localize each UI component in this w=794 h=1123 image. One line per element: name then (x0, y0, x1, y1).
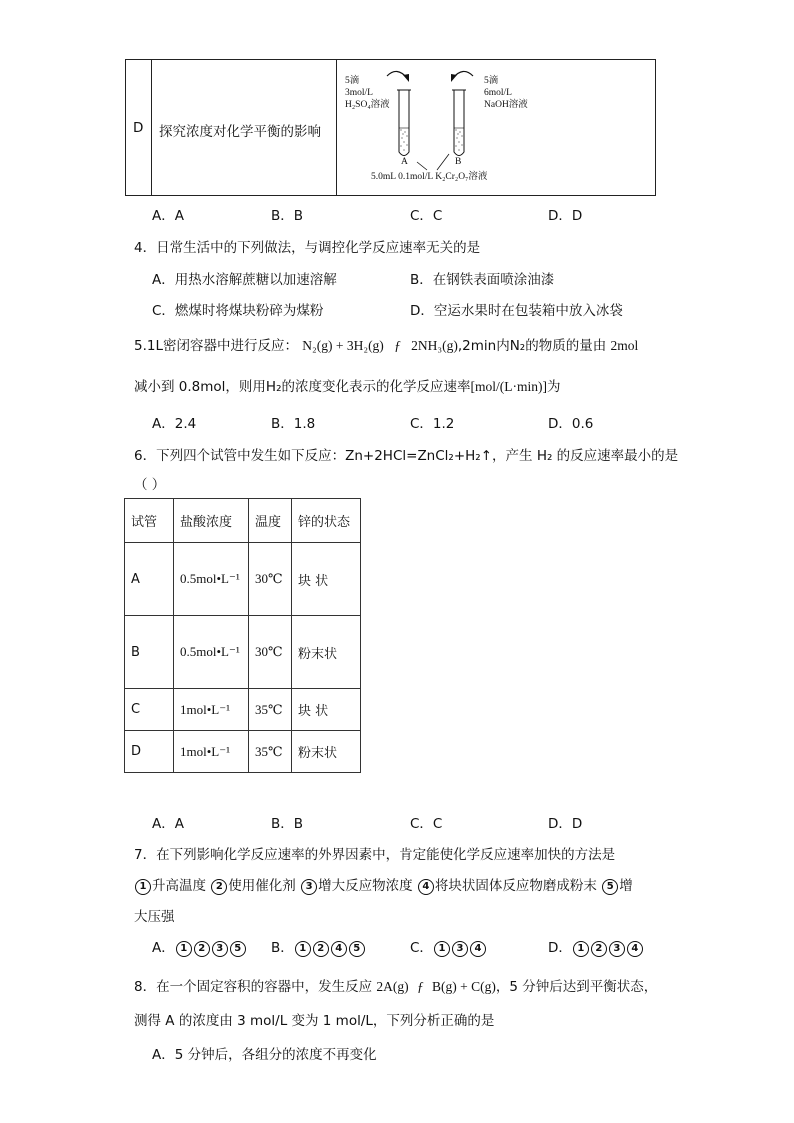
circled-number: 4 (627, 941, 643, 957)
circled-number: 5 (349, 941, 365, 957)
q8-option-a[interactable]: A．5 分钟后，各组分的浓度不再变化 (152, 1047, 377, 1063)
cell-state: 粉末状 (292, 731, 361, 773)
q3-row-desc: 探究浓度对化学平衡的影响 (159, 124, 321, 140)
cell-conc: 0.5mol•L⁻¹ (174, 543, 249, 616)
q8-eq-arrow: ƒ (416, 979, 424, 994)
cell-conc: 0.5mol•L⁻¹ (174, 616, 249, 689)
circled-number: 2 (211, 879, 227, 895)
left-arrow (387, 71, 407, 78)
q7-option-a[interactable] (152, 936, 247, 957)
option-letter: B． (271, 940, 294, 956)
q5-option-c[interactable]: C．1.2 (410, 416, 455, 432)
q3-option-b[interactable]: B．B (271, 208, 304, 224)
circled-number: 1 (135, 879, 151, 895)
right-arrow (453, 71, 473, 78)
table-row (125, 731, 361, 773)
cell-tube: D (125, 731, 174, 773)
q5-eq-right: 2NH₃(g) (411, 338, 458, 353)
q6-paren: （ ） (134, 477, 166, 493)
cell-state: 粉末状 (292, 616, 361, 689)
circled-number: 1 (176, 941, 192, 957)
q6-option-c[interactable]: C．C (410, 816, 443, 832)
q3-option-d[interactable]: D．D (548, 208, 583, 224)
q5-eq-arrow: ƒ (394, 338, 401, 353)
q7-item-3: 增大反应物浓度 (318, 878, 413, 894)
circled-number: 2 (591, 941, 607, 957)
circled-number: 3 (212, 941, 228, 957)
q7-item-4: 将块状固体反应物磨成粉末 (434, 878, 597, 894)
circled-number: 1 (434, 941, 450, 957)
q6-stem-eq: Zn+2HCl=ZnCl₂+H₂↑ (345, 448, 493, 464)
test-tube-figure (337, 62, 653, 194)
cell-temp: 30℃ (249, 616, 292, 689)
circled-number: 2 (194, 941, 210, 957)
q3-option-a[interactable]: A．A (152, 208, 184, 224)
circled-number: 2 (313, 941, 329, 957)
circled-number: 5 (230, 941, 246, 957)
q3-option-c[interactable]: C．C (410, 208, 443, 224)
cell-state: 块 状 (292, 689, 361, 731)
option-letter: A． (152, 940, 175, 956)
col-header-tube: 试管 (125, 499, 174, 543)
q4-stem: 4．日常生活中的下列做法，与调控化学反应速率无关的是 (134, 240, 481, 256)
tube-b (452, 90, 466, 156)
circled-number: 4 (418, 879, 434, 895)
q7-items (134, 874, 633, 895)
col-header-state: 锌的状态 (292, 499, 361, 543)
table-header-row (125, 499, 361, 543)
q8-stem-a: 8．在一个固定容积的容器中，发生反应 (134, 979, 373, 995)
q7-cont: 大压强 (134, 909, 175, 925)
table-row (125, 543, 361, 616)
q5-option-b[interactable]: B．1.8 (271, 416, 316, 432)
q7-item-5: 增 (619, 878, 633, 894)
q5-line2-unit: [mol/(L·min)] (470, 379, 547, 394)
q4-option-a[interactable]: A．用热水溶解蔗糖以加速溶解 (152, 272, 337, 288)
circled-number: 5 (602, 879, 618, 895)
left-drops: 5滴 (345, 76, 360, 86)
circled-number: 1 (573, 941, 589, 957)
q5-line2-a: 减小到 0.8mol，则用H₂的浓度变化表示的化学反应速率 (134, 379, 471, 395)
q6-stem (134, 444, 678, 464)
circled-number: 4 (470, 941, 486, 957)
q7-stem: 7．在下列影响化学反应速率的外界因素中，肯定能使化学反应速率加快的方法是 (134, 847, 616, 863)
figure-caption: 5.0mL 0.1mol/L K₂Cr₂O₇溶液 (371, 172, 488, 182)
q4-option-b[interactable]: B．在钢铁表面喷涂油漆 (410, 272, 555, 288)
q4-option-d[interactable]: D．空运水果时在包装箱中放入冰袋 (410, 303, 623, 319)
circled-number: 1 (295, 941, 311, 957)
q4-option-c[interactable]: C．燃煤时将煤块粉碎为煤粉 (152, 303, 324, 319)
table-row (125, 616, 361, 689)
tube-a (397, 90, 411, 156)
q8-eq-right: B(g) + C(g) (431, 979, 496, 994)
cell-conc: 1mol•L⁻¹ (174, 689, 249, 731)
cell-conc: 1mol•L⁻¹ (174, 731, 249, 773)
q8-stem-b: ，5 分钟后达到平衡状态， (495, 979, 658, 995)
q6-option-b[interactable]: B．B (271, 816, 304, 832)
circled-number: 3 (301, 879, 317, 895)
cell-tube: A (125, 543, 174, 616)
q7-option-d[interactable] (548, 936, 644, 957)
q6-table (124, 498, 361, 773)
q5-stem-line2 (134, 375, 560, 395)
option-letter: D． (548, 940, 572, 956)
q5-eq-left: N₂(g) + 3H₂(g) (302, 338, 384, 353)
q5-stem-line1 (134, 334, 638, 354)
left-conc: 3mol/L (345, 88, 373, 98)
q5-stem-b: ,2min内N₂的物质的量由 (457, 338, 607, 354)
tube-b-label: B (455, 157, 462, 167)
q6-option-d[interactable]: D．D (548, 816, 583, 832)
q7-option-c[interactable] (410, 936, 487, 957)
cell-tube: B (125, 616, 174, 689)
q5-line2-end: 为 (546, 379, 561, 395)
left-reagent: H₂SO₄溶液 (345, 100, 390, 110)
cell-state: 块 状 (292, 543, 361, 616)
table-row (125, 689, 361, 731)
right-drops: 5滴 (484, 76, 499, 86)
col-header-temp: 温度 (249, 499, 292, 543)
cell-temp: 35℃ (249, 731, 292, 773)
q6-stem-b: ，产生 H₂ 的反应速率最小的是 (492, 448, 679, 464)
q5-stem-a: 5.1L密闭容器中进行反应： (134, 338, 298, 354)
q8-eq: 2A(g) (376, 979, 409, 994)
q8-stem-line2: 测得 A 的浓度由 3 mol/L 变为 1 mol/L，下列分析正确的是 (134, 1013, 495, 1029)
col-header-conc: 盐酸浓度 (174, 499, 249, 543)
cell-temp: 35℃ (249, 689, 292, 731)
q5-stem-c: 2mol (610, 338, 639, 353)
circled-number: 4 (331, 941, 347, 957)
q7-item-2: 使用催化剂 (228, 878, 296, 894)
q5-option-a[interactable]: A．2.4 (152, 416, 197, 432)
tube-a-label: A (401, 157, 408, 167)
q6-option-a[interactable]: A．A (152, 816, 184, 832)
cell-temp: 30℃ (249, 543, 292, 616)
circled-number: 3 (609, 941, 625, 957)
table-divider (151, 60, 152, 195)
right-conc: 6mol/L (484, 88, 512, 98)
q7-option-b[interactable] (271, 936, 366, 957)
cell-tube: C (125, 689, 174, 731)
q8-stem-line1 (134, 975, 657, 995)
right-reagent: NaOH溶液 (484, 100, 528, 110)
q7-item-1: 升高温度 (152, 878, 206, 894)
q3-row-label: D (133, 120, 144, 136)
q6-stem-a: 6．下列四个试管中发生如下反应： (134, 448, 346, 464)
q5-option-d[interactable]: D．0.6 (548, 416, 594, 432)
circled-number: 3 (452, 941, 468, 957)
option-letter: C． (410, 940, 433, 956)
